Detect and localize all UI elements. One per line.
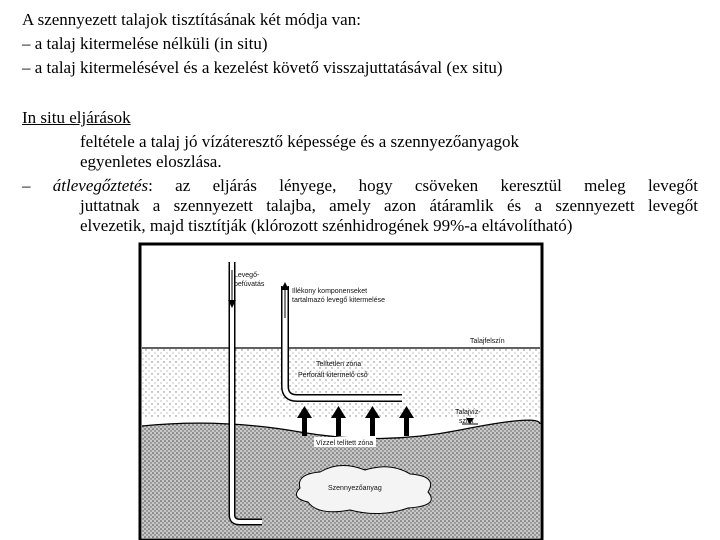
aeration-line-1-rest: : az eljárás lényege, hogy csöveken keresztül meleg levegőt (148, 176, 698, 195)
label-surface: Talajfelszín (470, 338, 505, 345)
label-unsaturated: Telítetlen zóna (316, 361, 362, 368)
label-water-2: szint (459, 418, 474, 425)
aeration-term: átlevegőztetés (52, 176, 149, 195)
aeration-dash: – (22, 176, 53, 195)
label-air-in-1: Levegő- (234, 272, 260, 279)
condition-line-1: feltétele a talaj jó vízáteresztő képessége és a szennyezőanyagok (80, 132, 519, 151)
condition-line-2: egyenletes eloszlása. (80, 152, 222, 171)
label-water-1: Talajvíz- (455, 409, 481, 416)
label-extract-2: tartalmazó levegő kitermelése (292, 297, 385, 304)
label-extract-1: Illékony komponenseket (292, 288, 368, 295)
label-contaminant: Szennyezőanyag (328, 485, 382, 492)
flow-arrow-1 (302, 418, 307, 436)
method-ex-situ: – a talaj kitermelésével és a kezelést követő visszajuttatásával (ex situ) (22, 58, 503, 77)
label-saturated: Vízzel telített zóna (316, 440, 374, 447)
intro-line: A szennyezett talajok tisztításának két módja van: (22, 10, 361, 29)
flow-arrow-2 (336, 418, 341, 436)
label-air-in-2: befúvatás (234, 281, 265, 288)
flow-arrow-4 (404, 418, 409, 436)
section-title: In situ eljárások (22, 108, 131, 127)
unsaturated-zone-area (142, 348, 540, 418)
flow-arrow-3 (370, 418, 375, 436)
aeration-line-3: elvezetik, majd tisztítják (klórozott szénhidrogének 99%-a eltávolítható) (80, 216, 573, 235)
aeration-line-2: juttatnak a szennyezett talajba, amely azon átáramlik és a szennyezett levegőt (80, 196, 698, 215)
label-perforated: Perforált kitermelő cső (298, 372, 368, 379)
method-in-situ: – a talaj kitermelése nélküli (in situ) (22, 34, 268, 53)
